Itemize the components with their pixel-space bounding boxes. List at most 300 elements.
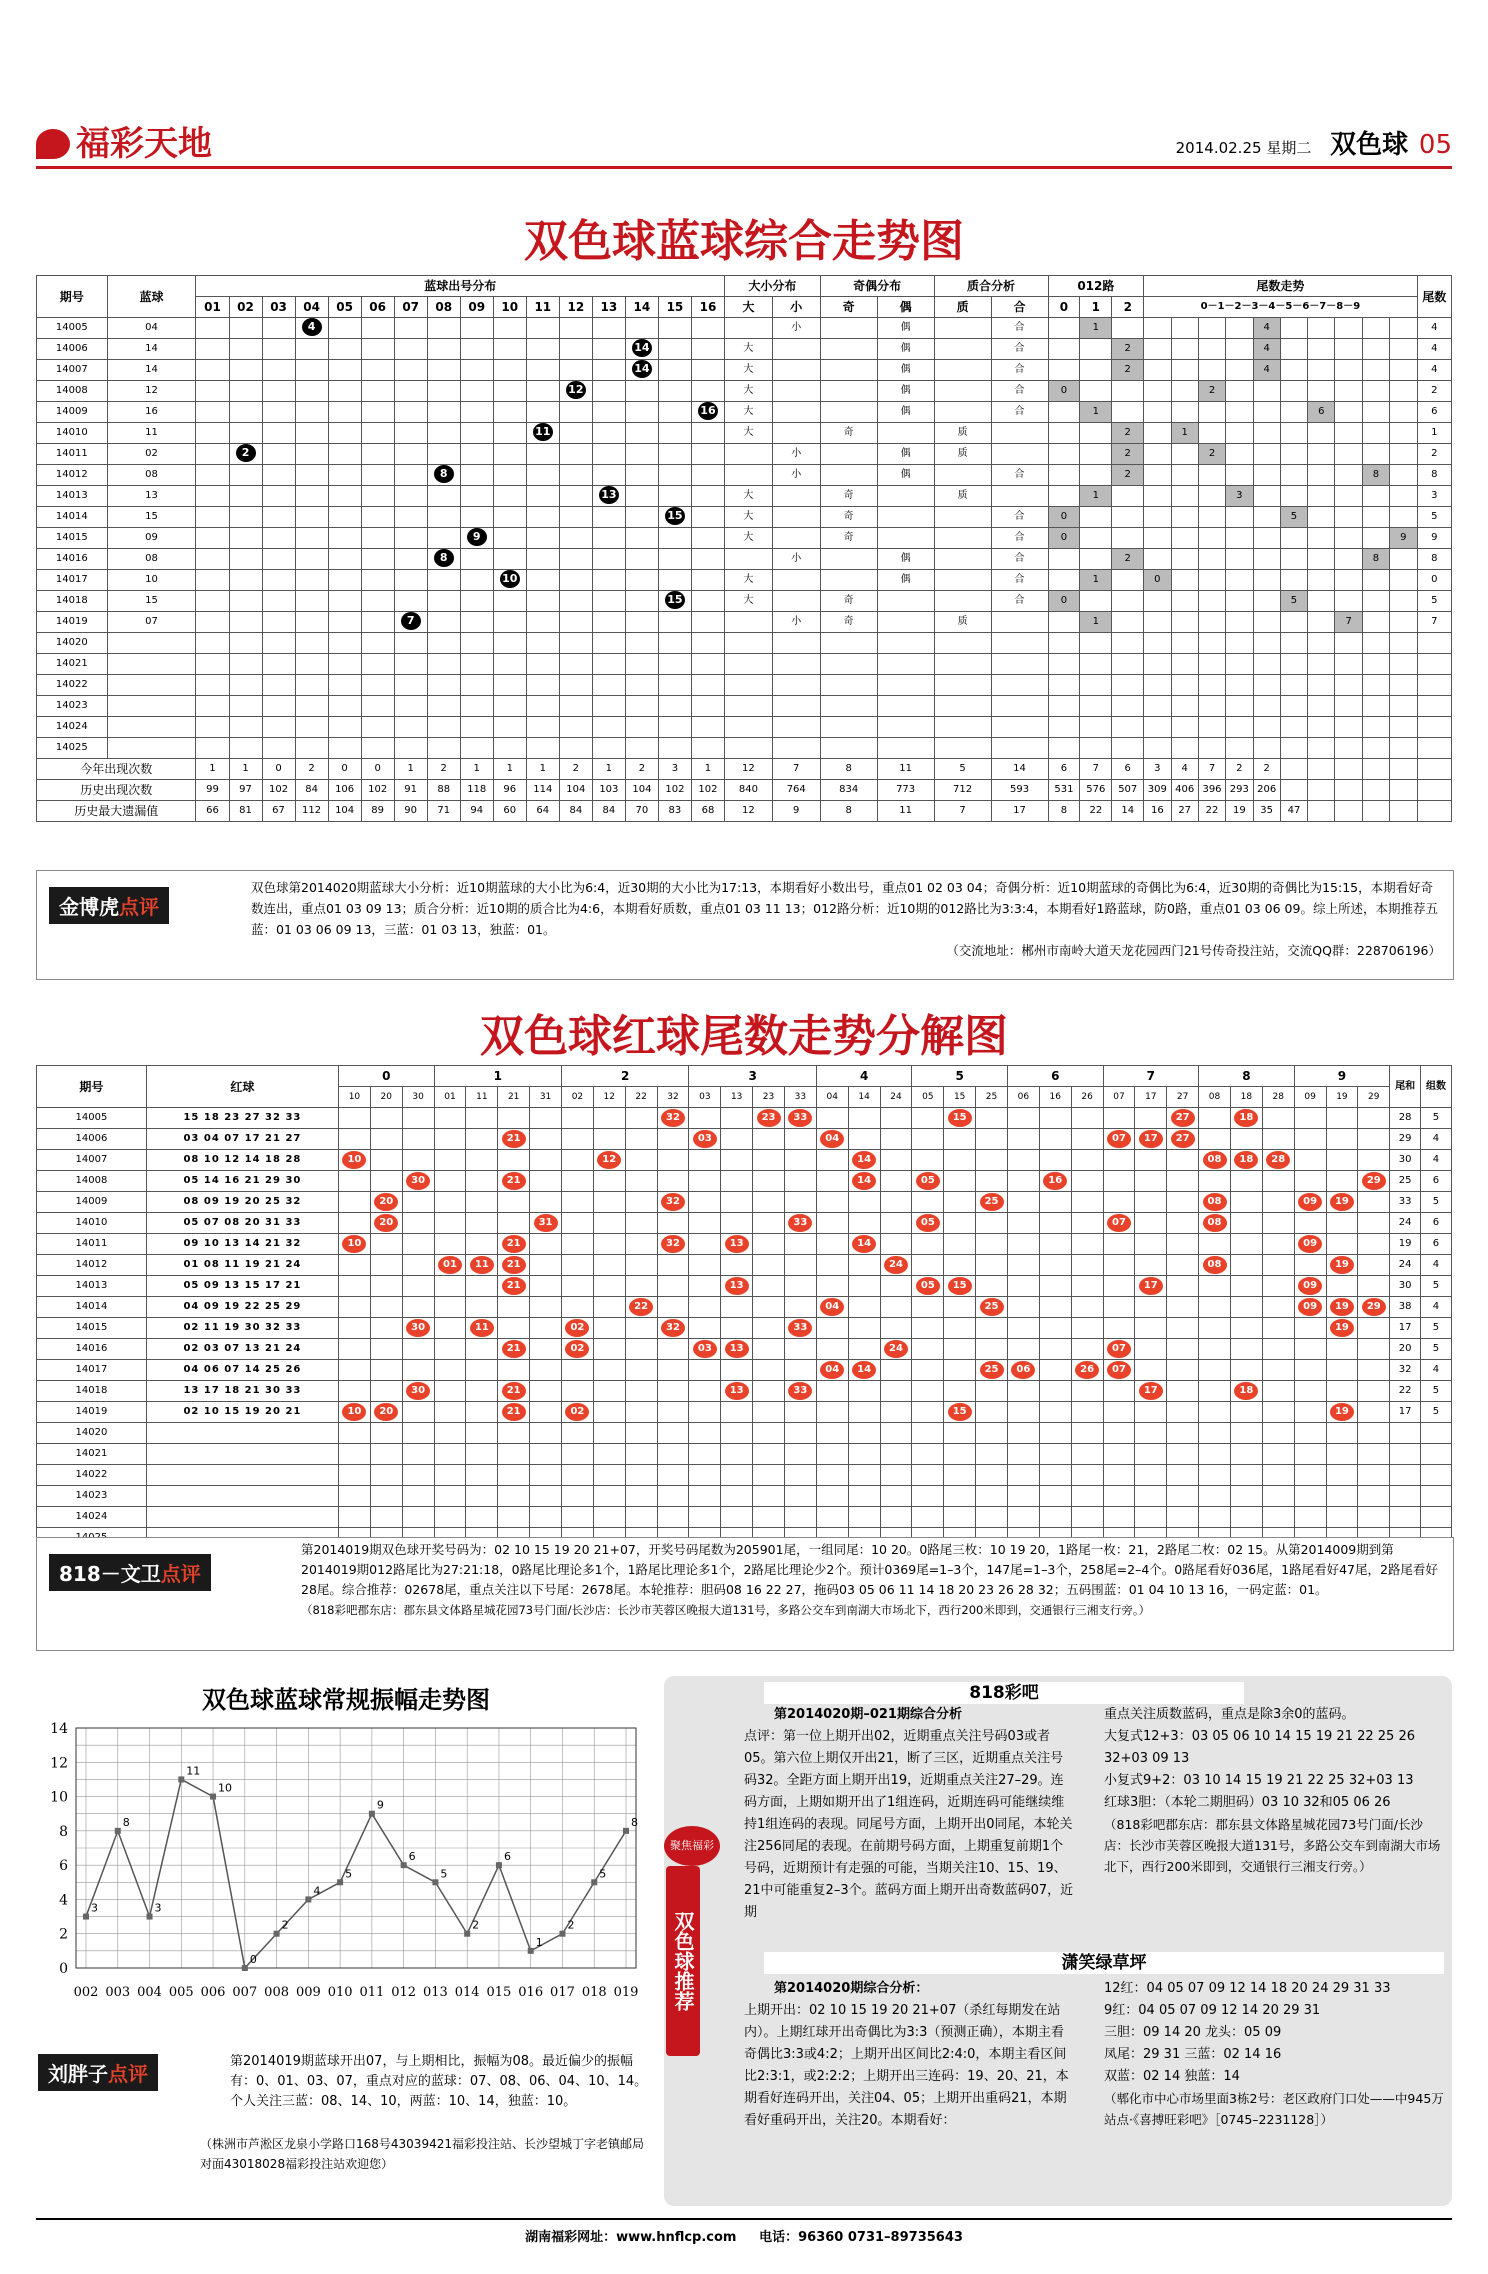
empty-cell <box>1144 654 1171 675</box>
tail-cell <box>1007 1255 1039 1276</box>
tail-cell <box>530 1150 562 1171</box>
tail-cell: 2 <box>1417 444 1451 465</box>
red-ball-marker: 23 <box>757 1109 781 1127</box>
attr-cell: 奇 <box>820 612 877 633</box>
tail-cell <box>1294 1171 1326 1192</box>
empty-cell <box>1112 633 1144 654</box>
blue-value-cell: 12 <box>107 381 196 402</box>
empty-cell <box>460 717 493 738</box>
distribution-cell <box>691 381 724 402</box>
tail-cell <box>1326 1297 1358 1318</box>
red-ball-marker: 16 <box>1043 1172 1067 1190</box>
tail-cell <box>880 1276 912 1297</box>
route-cell: 2 <box>1112 360 1144 381</box>
empty-cell <box>1080 717 1112 738</box>
table-row <box>37 1255 1452 1276</box>
tail-cell <box>1007 1276 1039 1297</box>
tail-cell <box>944 1150 976 1171</box>
tail-cell <box>625 1318 657 1339</box>
route-cell <box>1112 381 1144 402</box>
tailsum-cell: 17 <box>1390 1318 1421 1339</box>
subheader-number: 01 <box>196 297 229 318</box>
tailsum-cell: 20 <box>1390 1339 1421 1360</box>
tail-cell <box>1262 1234 1294 1255</box>
empty-cell <box>912 1423 944 1444</box>
subheader-number: 06 <box>1007 1087 1039 1108</box>
attr-cell <box>877 591 934 612</box>
tail-cell <box>1071 1318 1103 1339</box>
tail-cell <box>562 1234 594 1255</box>
blue-ball-marker: 9 <box>467 528 487 546</box>
distribution-cell <box>427 507 460 528</box>
stat-value <box>1417 780 1451 801</box>
table-row <box>37 1234 1452 1255</box>
empty-cell <box>1039 1486 1071 1507</box>
tail-trend-cell <box>1335 423 1362 444</box>
digit-header: 5 <box>912 1066 1008 1087</box>
tail-cell <box>1358 1171 1390 1192</box>
tail-cell <box>753 1129 785 1150</box>
data-point <box>559 1931 565 1937</box>
table-row <box>37 507 1452 528</box>
empty-cell <box>460 654 493 675</box>
distribution-cell <box>559 507 592 528</box>
tail-cell <box>784 1234 816 1255</box>
tail-cell <box>1199 1402 1231 1423</box>
tail-trend-cell <box>1280 339 1307 360</box>
tail-trend-cell <box>1308 444 1335 465</box>
subheader-number: 04 <box>816 1087 848 1108</box>
tail-cell <box>848 1171 880 1192</box>
attr-cell <box>772 402 820 423</box>
tail-cell <box>530 1339 562 1360</box>
empty-cell <box>1362 675 1389 696</box>
tail-cell <box>1199 1381 1231 1402</box>
empty-cell <box>1039 1507 1071 1528</box>
tail-cell <box>880 1318 912 1339</box>
tail-cell <box>1135 1381 1167 1402</box>
tail-cell <box>1230 1297 1262 1318</box>
red-ball-marker: 30 <box>406 1319 430 1337</box>
tail-cell <box>721 1402 753 1423</box>
tail-cell <box>880 1360 912 1381</box>
empty-cell <box>593 1507 625 1528</box>
empty-cell <box>592 654 625 675</box>
tail-trend-cell <box>1335 486 1362 507</box>
empty-cell <box>912 1507 944 1528</box>
attr-cell: 大 <box>724 528 772 549</box>
route-cell <box>1080 360 1112 381</box>
y-tick-label: 8 <box>59 1823 68 1840</box>
attr-cell <box>820 318 877 339</box>
distribution-cell <box>394 486 427 507</box>
col-issue: 期号 <box>37 1066 147 1108</box>
data-point <box>464 1931 470 1937</box>
attr-cell <box>934 591 991 612</box>
distribution-cell <box>592 612 625 633</box>
tail-trend-cell: 0 <box>1144 570 1171 591</box>
tail-cell <box>976 1381 1008 1402</box>
stat-row <box>37 780 1452 801</box>
red-ball-marker: 17 <box>1139 1277 1163 1295</box>
tail-cell <box>721 1129 753 1150</box>
x-tick-label: 002 <box>73 1985 99 2000</box>
data-label: 5 <box>599 1867 607 1881</box>
tail-cell <box>880 1129 912 1150</box>
tail-trend-cell <box>1362 486 1389 507</box>
empty-cell <box>107 654 196 675</box>
recommend-side-label: 双色球推荐 <box>666 1866 700 2056</box>
empty-cell <box>1390 717 1417 738</box>
tail-cell <box>402 1402 434 1423</box>
tail-cell <box>1262 1255 1294 1276</box>
empty-cell <box>1226 675 1253 696</box>
tailsum-cell: 30 <box>1390 1150 1421 1171</box>
tail-trend-cell: 2 <box>1198 444 1225 465</box>
distribution-cell <box>526 612 559 633</box>
brand-name: 福彩天地 <box>76 124 212 164</box>
stat-value: 14 <box>1112 801 1144 822</box>
distribution-cell <box>295 570 328 591</box>
tail-cell <box>530 1171 562 1192</box>
attr-cell <box>724 612 772 633</box>
distribution-cell <box>328 507 361 528</box>
tail-trend-cell <box>1144 444 1171 465</box>
x-tick-label: 005 <box>168 1985 194 2000</box>
empty-cell <box>493 654 526 675</box>
route-cell <box>1080 591 1112 612</box>
tail-cell <box>657 1381 689 1402</box>
tail-cell <box>1039 1339 1071 1360</box>
empty-cell <box>877 717 934 738</box>
comment-box-3 <box>36 2050 656 2200</box>
issue-cell: 14013 <box>37 486 108 507</box>
tail-cell <box>1294 1297 1326 1318</box>
digit-header: 4 <box>816 1066 912 1087</box>
tail-trend-cell <box>1308 381 1335 402</box>
attr-cell: 奇 <box>820 423 877 444</box>
data-point <box>623 1828 629 1834</box>
table-row <box>37 360 1452 381</box>
comment-text-2 <box>301 1540 1443 1620</box>
tail-cell <box>912 1129 944 1150</box>
empty-cell <box>1390 696 1417 717</box>
subheader-number: 14 <box>848 1087 880 1108</box>
tail-cell <box>1103 1213 1135 1234</box>
distribution-cell <box>262 444 295 465</box>
tail-cell <box>1103 1255 1135 1276</box>
attr-cell: 奇 <box>820 507 877 528</box>
tail-cell <box>1103 1381 1135 1402</box>
tail-trend-cell <box>1335 528 1362 549</box>
tail-trend-cell <box>1198 507 1225 528</box>
empty-cell <box>434 1444 466 1465</box>
empty-cell <box>196 654 229 675</box>
x-tick-label: 004 <box>137 1985 162 2000</box>
table-row <box>37 486 1452 507</box>
tail-cell <box>1230 1108 1262 1129</box>
groups-cell: 4 <box>1420 1360 1451 1381</box>
tail-cell <box>434 1213 466 1234</box>
distribution-cell <box>526 507 559 528</box>
empty-cell <box>1335 738 1362 759</box>
tail-cell <box>912 1402 944 1423</box>
distribution-cell <box>295 549 328 570</box>
empty-cell <box>1253 675 1280 696</box>
tailsum-cell: 33 <box>1390 1192 1421 1213</box>
empty-cell <box>562 1507 594 1528</box>
distribution-cell <box>295 612 328 633</box>
distribution-cell <box>361 570 394 591</box>
red-ball-marker: 32 <box>661 1109 685 1127</box>
attr-cell: 大 <box>724 423 772 444</box>
empty-cell <box>772 633 820 654</box>
distribution-cell <box>691 528 724 549</box>
empty-cell <box>1326 1423 1358 1444</box>
distribution-cell <box>229 423 262 444</box>
empty-cell <box>1362 717 1389 738</box>
attr-cell: 偶 <box>877 402 934 423</box>
tail-trend-cell <box>1308 423 1335 444</box>
subheader-number: 23 <box>753 1087 785 1108</box>
tail-cell <box>339 1213 371 1234</box>
red-ball-marker: 02 <box>565 1403 589 1421</box>
distribution-cell <box>691 465 724 486</box>
empty-cell <box>328 654 361 675</box>
distribution-cell <box>460 549 493 570</box>
tail-cell <box>370 1402 402 1423</box>
tail-cell <box>466 1255 498 1276</box>
tail-cell: 5 <box>1417 591 1451 612</box>
attr-cell <box>877 423 934 444</box>
empty-cell <box>1226 738 1253 759</box>
distribution-cell <box>229 507 262 528</box>
groups-cell: 6 <box>1420 1234 1451 1255</box>
empty-cell <box>295 717 328 738</box>
data-label: 5 <box>345 1867 353 1881</box>
x-tick-label: 019 <box>613 1985 639 2000</box>
comment-contact: （交流地址：郴州市南岭大道天龙花园西门21号传奇投注站，交流QQ群：228706196） <box>946 943 1441 958</box>
tail-cell <box>1071 1150 1103 1171</box>
empty-cell <box>262 717 295 738</box>
tail-cell <box>370 1108 402 1129</box>
y-tick-label: 2 <box>59 1926 68 1943</box>
red-ball-marker: 10 <box>342 1403 366 1421</box>
stat-value: 47 <box>1280 801 1307 822</box>
issue-cell: 14007 <box>37 1150 147 1171</box>
tail-cell <box>689 1318 721 1339</box>
empty-cell <box>1167 1444 1199 1465</box>
tail-cell <box>1039 1108 1071 1129</box>
blue-ball-marker: 8 <box>434 465 454 483</box>
red-numbers-cell: 02 11 19 30 32 33 <box>146 1318 338 1339</box>
stat-label: 历史最大遗漏值 <box>37 801 196 822</box>
empty-cell <box>262 696 295 717</box>
tail-cell <box>1167 1234 1199 1255</box>
tail-cell: 1 <box>1417 423 1451 444</box>
group-header: 大小分布 <box>724 276 820 297</box>
tail-cell <box>880 1402 912 1423</box>
tail-trend-cell: 5 <box>1280 507 1307 528</box>
empty-cell <box>1112 717 1144 738</box>
empty-cell <box>1294 1423 1326 1444</box>
tail-trend-cell <box>1390 570 1417 591</box>
distribution-cell <box>328 444 361 465</box>
stat-value <box>1417 801 1451 822</box>
empty-cell <box>691 633 724 654</box>
red-ball-marker: 09 <box>1298 1298 1322 1316</box>
empty-cell <box>625 717 658 738</box>
tail-cell <box>562 1171 594 1192</box>
red-ball-marker: 14 <box>852 1151 876 1169</box>
empty-cell <box>1171 633 1198 654</box>
pick-line: 三胆：09 14 20 龙头：05 09 <box>1104 2025 1282 2040</box>
tail-cell <box>784 1108 816 1129</box>
caiba-818-header: 818彩吧 <box>764 1682 1244 1704</box>
stat-value: 67 <box>262 801 295 822</box>
empty-cell <box>530 1507 562 1528</box>
distribution-cell <box>427 570 460 591</box>
tail-trend-cell <box>1335 339 1362 360</box>
tail-trend-cell <box>1280 402 1307 423</box>
empty-cell <box>658 675 691 696</box>
tail-trend-cell <box>1308 549 1335 570</box>
empty-cell <box>820 696 877 717</box>
subheader-number: 22 <box>625 1087 657 1108</box>
tail-cell <box>1135 1360 1167 1381</box>
tail-cell <box>1294 1129 1326 1150</box>
tail-cell <box>370 1381 402 1402</box>
tail-cell <box>912 1381 944 1402</box>
empty-cell <box>427 738 460 759</box>
distribution-cell <box>460 570 493 591</box>
empty-cell <box>1253 738 1280 759</box>
stat-value: 7 <box>1198 759 1225 780</box>
subheader-label: 2 <box>1112 297 1144 318</box>
stat-value: 27 <box>1171 801 1198 822</box>
tail-trend-cell <box>1171 528 1198 549</box>
tail-cell <box>1294 1192 1326 1213</box>
tail-cell: 0 <box>1417 570 1451 591</box>
tail-cell <box>498 1297 530 1318</box>
focus-badge: 聚焦福彩 <box>664 1826 720 1866</box>
red-ball-marker: 32 <box>661 1193 685 1211</box>
red-numbers-cell: 03 04 07 17 21 27 <box>146 1129 338 1150</box>
tail-trend-cell: 4 <box>1253 360 1280 381</box>
stat-value: 11 <box>877 759 934 780</box>
issue-cell: 14008 <box>37 381 108 402</box>
tail-trend-cell <box>1390 549 1417 570</box>
distribution-cell <box>229 570 262 591</box>
distribution-cell <box>394 423 427 444</box>
attr-cell <box>991 612 1048 633</box>
tail-cell <box>1103 1129 1135 1150</box>
distribution-cell <box>328 528 361 549</box>
tail-trend-cell <box>1253 465 1280 486</box>
tail-cell <box>1167 1381 1199 1402</box>
stat-value: 91 <box>394 780 427 801</box>
tail-cell <box>625 1108 657 1129</box>
empty-cell <box>1199 1507 1231 1528</box>
distribution-cell <box>295 486 328 507</box>
empty-cell <box>562 1423 594 1444</box>
tail-cell <box>339 1129 371 1150</box>
attr-cell <box>934 549 991 570</box>
empty-cell <box>1198 675 1225 696</box>
stat-value: 118 <box>460 780 493 801</box>
tail-trend-cell <box>1390 402 1417 423</box>
distribution-cell <box>493 612 526 633</box>
distribution-cell <box>196 465 229 486</box>
tail-cell <box>880 1171 912 1192</box>
route-cell: 2 <box>1112 549 1144 570</box>
empty-cell <box>934 738 991 759</box>
empty-cell <box>848 1465 880 1486</box>
empty-cell <box>559 633 592 654</box>
tail-cell: 7 <box>1417 612 1451 633</box>
x-tick-label: 011 <box>359 1985 385 2000</box>
empty-cell <box>820 654 877 675</box>
empty-cell <box>880 1507 912 1528</box>
tail-trend-cell <box>1253 612 1280 633</box>
stat-value: 1 <box>460 759 493 780</box>
distribution-cell <box>493 591 526 612</box>
subheader-number: 08 <box>1199 1087 1231 1108</box>
distribution-cell <box>592 486 625 507</box>
tail-cell <box>593 1381 625 1402</box>
tail-trend-cell <box>1362 528 1389 549</box>
stat-value: 1 <box>394 759 427 780</box>
tail-trend-cell <box>1390 339 1417 360</box>
tail-cell <box>1230 1402 1262 1423</box>
stat-value: 1 <box>196 759 229 780</box>
distribution-cell <box>493 402 526 423</box>
tail-cell <box>1039 1213 1071 1234</box>
table-row <box>37 1444 1452 1465</box>
empty-cell <box>658 633 691 654</box>
issue-cell: 14014 <box>37 507 108 528</box>
tail-cell <box>498 1192 530 1213</box>
blue-value-cell: 11 <box>107 423 196 444</box>
subheader-number: 05 <box>912 1087 944 1108</box>
tail-cell <box>466 1297 498 1318</box>
tail-cell <box>1007 1360 1039 1381</box>
tail-trend-cell <box>1144 528 1171 549</box>
tail-cell <box>753 1213 785 1234</box>
red-ball-marker: 27 <box>1171 1130 1195 1148</box>
distribution-cell <box>592 360 625 381</box>
issue-cell: 14016 <box>37 549 108 570</box>
tail-cell <box>466 1171 498 1192</box>
tail-cell <box>880 1108 912 1129</box>
stat-value <box>1308 759 1335 780</box>
empty-cell <box>1198 633 1225 654</box>
tail-cell <box>657 1213 689 1234</box>
tail-cell <box>976 1276 1008 1297</box>
table-row <box>37 444 1452 465</box>
groups-cell: 5 <box>1420 1192 1451 1213</box>
subheader-label: 质 <box>934 297 991 318</box>
red-ball-marker: 05 <box>916 1172 940 1190</box>
distribution-cell <box>328 570 361 591</box>
subheader-number: 30 <box>402 1087 434 1108</box>
tail-cell <box>1167 1150 1199 1171</box>
tail-cell: 8 <box>1417 465 1451 486</box>
empty-cell <box>772 696 820 717</box>
empty-cell <box>434 1423 466 1444</box>
tail-cell <box>593 1339 625 1360</box>
empty-cell <box>1071 1444 1103 1465</box>
